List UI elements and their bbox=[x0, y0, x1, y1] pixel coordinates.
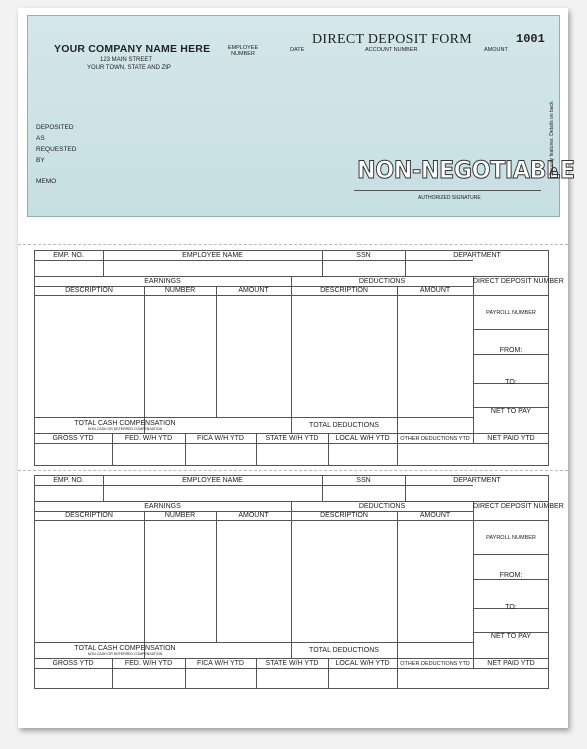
to-label: TO: bbox=[505, 379, 517, 386]
signature-label: AUTHORIZED SIGNATURE bbox=[418, 195, 481, 201]
perforation-line bbox=[18, 244, 568, 245]
deductions-description-header: DESCRIPTION bbox=[320, 512, 368, 519]
amount-label: AMOUNT bbox=[484, 47, 508, 53]
perforation-line bbox=[18, 470, 568, 471]
total-deductions-label: TOTAL DEDUCTIONS bbox=[309, 422, 379, 429]
form-title: DIRECT DEPOSIT FORM bbox=[312, 32, 472, 47]
net-to-pay-label: NET TO PAY bbox=[490, 633, 532, 640]
total-cash-compensation-label: TOTAL CASH COMPENSATION bbox=[74, 645, 176, 652]
deductions-amount-header: AMOUNT bbox=[419, 512, 451, 519]
state-wh-ytd-label: STATE W/H YTD bbox=[265, 660, 319, 667]
earnings-number-header: NUMBER bbox=[164, 512, 196, 519]
employee-number-label: EMPLOYEE NUMBER bbox=[227, 45, 259, 57]
earnings-label: EARNINGS bbox=[144, 278, 181, 285]
payroll-number-label: PAYROLL NUMBER bbox=[486, 535, 536, 541]
local-wh-ytd-label: LOCAL W/H YTD bbox=[335, 660, 390, 667]
pay-stub bbox=[34, 475, 564, 691]
check-section bbox=[27, 15, 575, 217]
other-deductions-ytd-label: OTHER DEDUCTIONS YTD bbox=[400, 436, 470, 442]
company-name: YOUR COMPANY NAME HERE bbox=[54, 43, 211, 55]
emp-no-label: EMP. NO. bbox=[53, 477, 84, 484]
security-note: Security features. Details on back. bbox=[549, 100, 555, 176]
employee-name-label: EMPLOYEE NAME bbox=[182, 252, 243, 259]
as-label: AS bbox=[36, 135, 45, 142]
date-label: DATE bbox=[290, 47, 305, 53]
earnings-amount-header: AMOUNT bbox=[238, 287, 269, 294]
direct-deposit-number-label: DIRECT DEPOSIT NUMBER bbox=[473, 503, 564, 510]
employee-name-label: EMPLOYEE NAME bbox=[182, 477, 243, 484]
ssn-label: SSN bbox=[356, 477, 371, 484]
company-address-line2: YOUR TOWN, STATE AND ZIP bbox=[87, 65, 171, 71]
by-label: BY bbox=[36, 157, 45, 164]
gross-ytd-label: GROSS YTD bbox=[52, 435, 94, 442]
from-label: FROM: bbox=[499, 347, 523, 354]
ssn-label: SSN bbox=[356, 252, 371, 259]
lock-icon bbox=[550, 171, 558, 178]
non-negotiable-stamp: NON-NEGOTIABLE bbox=[357, 156, 575, 184]
earnings-label: EARNINGS bbox=[144, 503, 181, 510]
non-cash-note: NON-CASH OR DEFERRED COMPENSATION bbox=[87, 652, 163, 656]
fica-wh-ytd-label: FICA W/H YTD bbox=[197, 435, 244, 442]
net-paid-ytd-label: NET PAID YTD bbox=[487, 660, 535, 667]
account-number-label: ACCOUNT NUMBER bbox=[365, 47, 418, 53]
earnings-amount-header: AMOUNT bbox=[238, 512, 269, 519]
company-address-line1: 123 MAIN STREET bbox=[100, 57, 153, 63]
net-to-pay-label: NET TO PAY bbox=[490, 408, 532, 415]
emp-no-label: EMP. NO. bbox=[53, 252, 84, 259]
fica-wh-ytd-label: FICA W/H YTD bbox=[197, 660, 244, 667]
memo-label: MEMO bbox=[36, 178, 57, 185]
total-cash-compensation-label: TOTAL CASH COMPENSATION bbox=[74, 420, 176, 427]
earnings-number-header: NUMBER bbox=[164, 287, 196, 294]
local-wh-ytd-label: LOCAL W/H YTD bbox=[335, 435, 390, 442]
deductions-label: DEDUCTIONS bbox=[358, 278, 406, 285]
earnings-description-header: DESCRIPTION bbox=[65, 512, 113, 519]
department-label: DEPARTMENT bbox=[453, 252, 501, 259]
requested-label: REQUESTED bbox=[36, 146, 77, 153]
signature-line bbox=[354, 190, 541, 191]
state-wh-ytd-label: STATE W/H YTD bbox=[265, 435, 319, 442]
to-label: TO: bbox=[505, 604, 517, 611]
fed-wh-ytd-label: FED. W/H YTD bbox=[124, 435, 173, 442]
net-paid-ytd-label: NET PAID YTD bbox=[487, 435, 535, 442]
gross-ytd-label: GROSS YTD bbox=[52, 660, 94, 667]
deductions-label: DEDUCTIONS bbox=[358, 503, 406, 510]
deposited-label: DEPOSITED bbox=[36, 124, 74, 131]
earnings-description-header: DESCRIPTION bbox=[65, 287, 113, 294]
total-deductions-label: TOTAL DEDUCTIONS bbox=[309, 647, 379, 654]
direct-deposit-number-label: DIRECT DEPOSIT NUMBER bbox=[473, 278, 564, 285]
payroll-number-label: PAYROLL NUMBER bbox=[486, 310, 536, 316]
non-cash-note: NON-CASH OR DEFERRED COMPENSATION bbox=[87, 427, 163, 431]
pay-stub bbox=[34, 250, 564, 466]
from-label: FROM: bbox=[499, 572, 523, 579]
check-number: 1001 bbox=[516, 32, 545, 46]
other-deductions-ytd-label: OTHER DEDUCTIONS YTD bbox=[400, 661, 470, 667]
department-label: DEPARTMENT bbox=[453, 477, 501, 484]
deductions-description-header: DESCRIPTION bbox=[320, 287, 368, 294]
fed-wh-ytd-label: FED. W/H YTD bbox=[124, 660, 173, 667]
deductions-amount-header: AMOUNT bbox=[419, 287, 451, 294]
